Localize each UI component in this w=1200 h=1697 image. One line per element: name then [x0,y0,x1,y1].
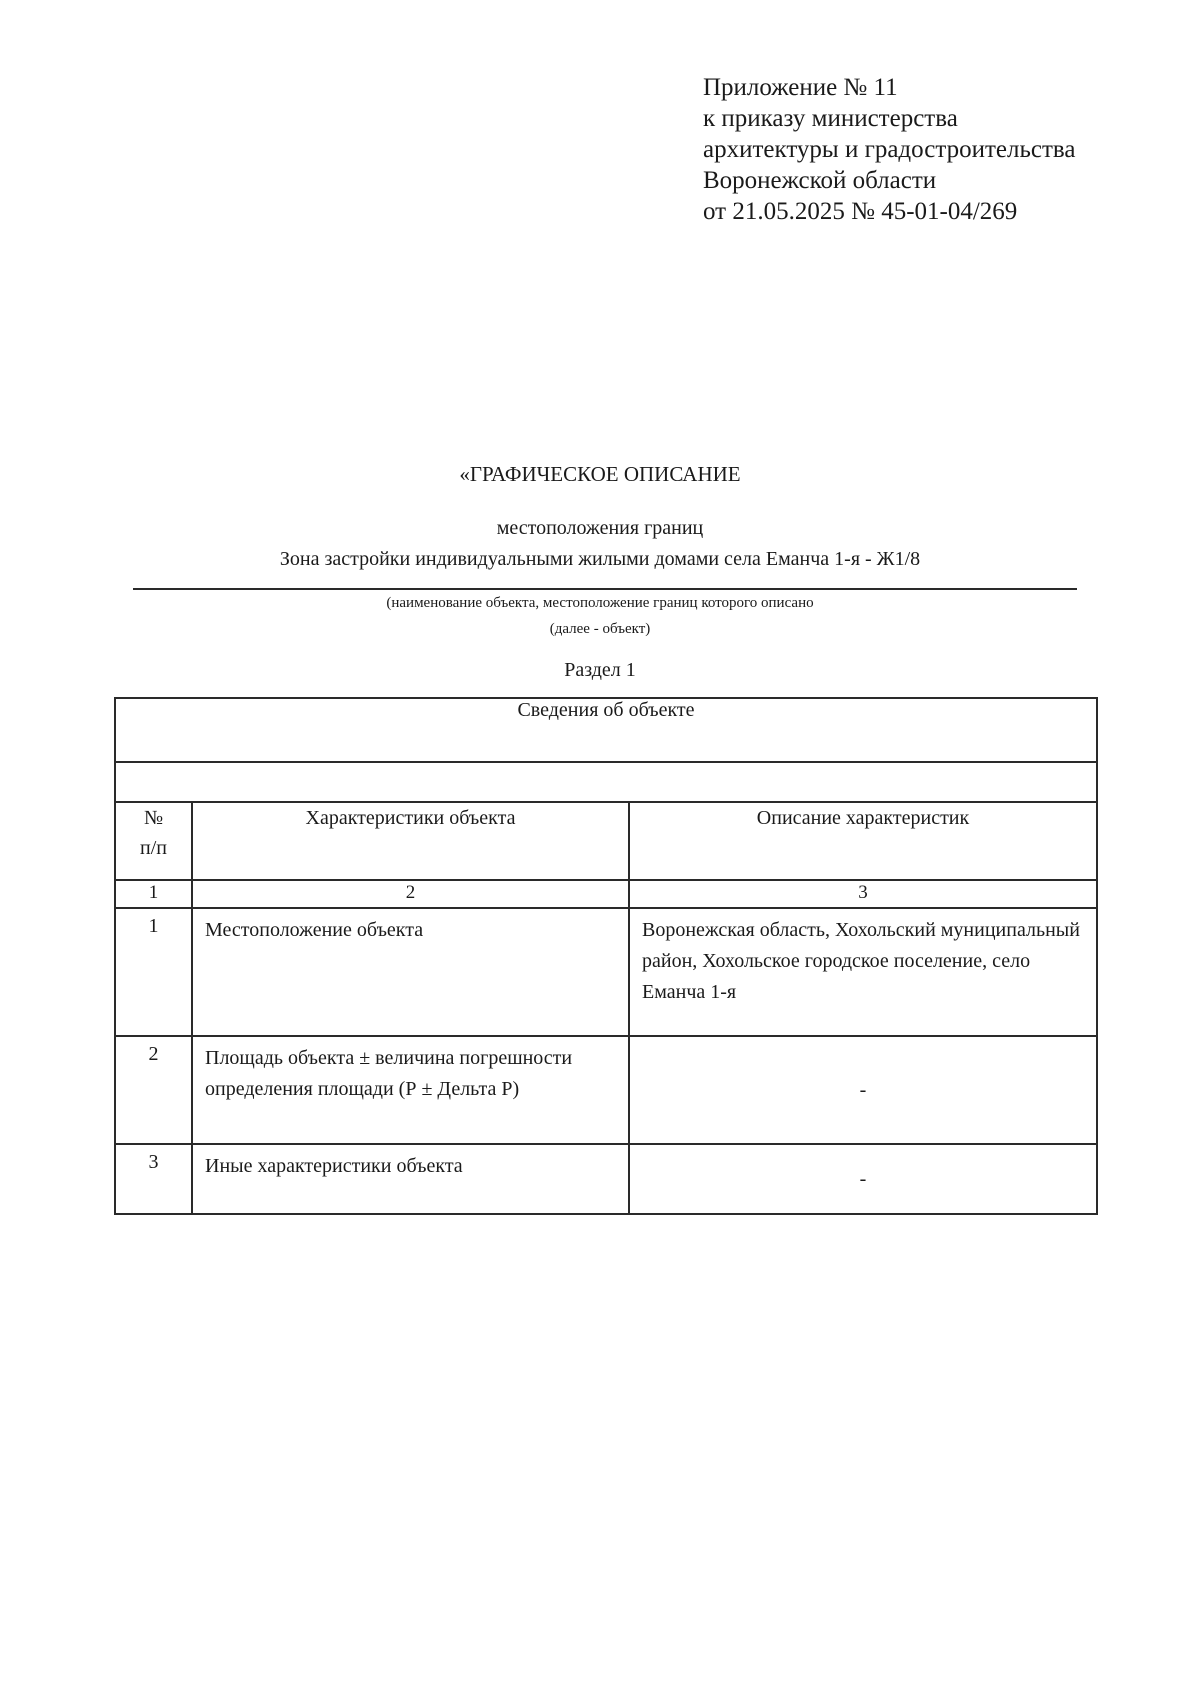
object-info-table [114,697,1098,1215]
header-line-ministry: архитектуры и градостроительства [703,136,1076,163]
row-num: 3 [115,1144,192,1214]
document-title: «ГРАФИЧЕСКОЕ ОПИСАНИЕ [459,462,741,486]
header-characteristics: Характеристики объекта [192,802,629,880]
column-number-row [115,880,1097,908]
document-subtitle: местоположения границ [496,517,704,539]
table-empty-cell [115,762,1097,802]
row-num: 1 [115,908,192,1036]
table-row [115,1036,1097,1144]
table-row [115,1144,1097,1214]
row-characteristic: Местоположение объекта [192,908,629,1036]
column-number-2: 2 [192,880,629,908]
section-label: Раздел 1 [564,659,636,681]
table-row [115,908,1097,1036]
table-title: Сведения об объекте [115,698,1097,762]
row-characteristic: Площадь объекта ± величина погрешности определения площади (Р ± Дельта Р) [192,1036,629,1144]
underline-caption-line-2: (далее - объект) [549,621,651,637]
row-description: - [629,1036,1097,1144]
column-number-1: 1 [115,880,192,908]
row-num: 2 [115,1036,192,1144]
header-line-order: к приказу министерства [703,105,958,132]
table-empty-row [115,762,1097,802]
underline-caption-line-1: (наименование объекта, местоположение границ которого описано [386,595,814,611]
row-description: - [629,1144,1097,1214]
header-num-label: № п/п [140,807,167,859]
row-description: Воронежская область, Хохольский муниципальный район, Хохольское городское поселение, село Еманча 1-я [629,908,1097,1036]
header-line-appendix: Приложение № 11 [703,74,898,101]
header-description: Описание характеристик [629,802,1097,880]
table-header-row [115,802,1097,880]
header-line-date-number: от 21.05.2025 № 45-01-04/269 [703,198,1018,225]
row-characteristic: Иные характеристики объекта [192,1144,629,1214]
approval-header [703,72,1075,227]
object-name-underline [133,588,1077,590]
header-line-region: Воронежской области [703,167,937,194]
object-name: Зона застройки индивидуальными жилыми домами села Еманча 1-я - Ж1/8 [279,548,921,570]
header-num [115,802,192,880]
column-number-3: 3 [629,880,1097,908]
table-title-row [115,698,1097,762]
